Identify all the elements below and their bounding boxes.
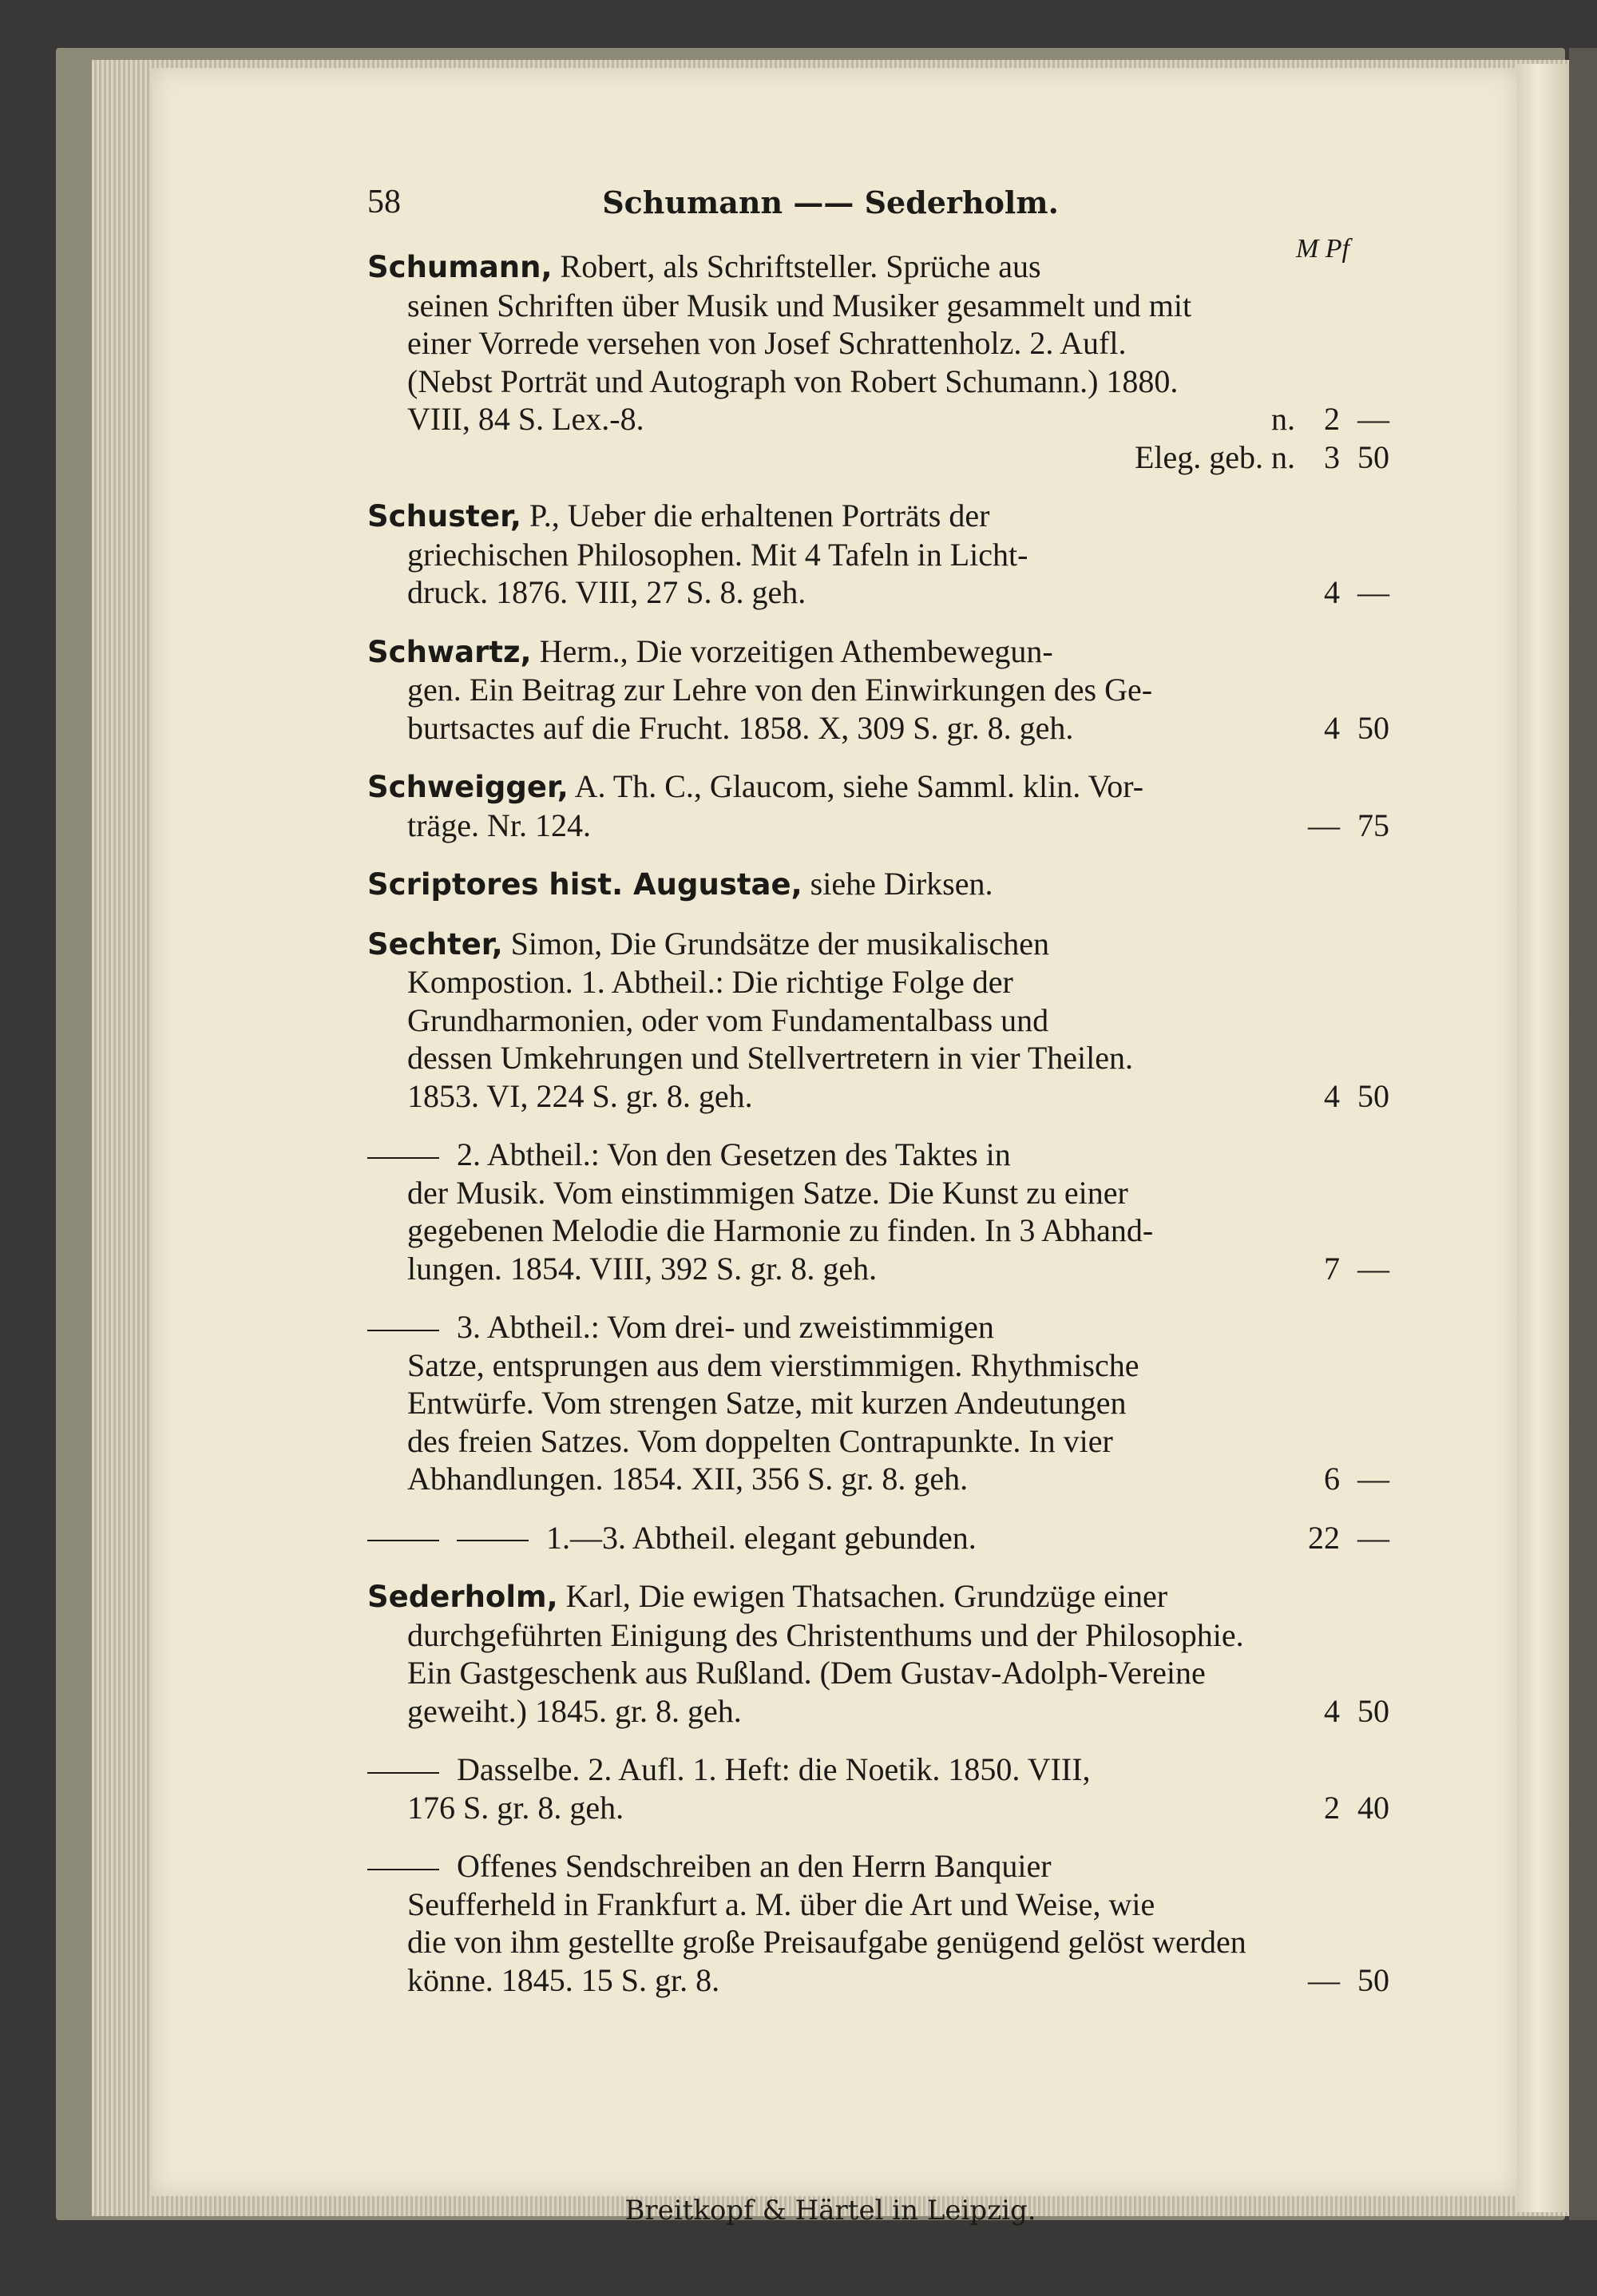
entry-line xyxy=(367,1886,1294,1924)
price-mark: 3 xyxy=(1324,438,1340,475)
price-pfennig: — xyxy=(1357,1461,1389,1497)
price xyxy=(1302,573,1397,612)
entry-line xyxy=(367,1847,1294,1886)
price xyxy=(1302,438,1397,477)
entry-line xyxy=(367,400,1389,438)
price-pfennig: 50 xyxy=(1357,1077,1389,1114)
entry-text-segment: Seufferheld in Frankfurt a. M. über die Art und Weise, wie xyxy=(407,1886,1155,1922)
price-pfennig: — xyxy=(1357,1519,1389,1556)
entry-title: Karl, Die ewigen Thatsachen. Grundzüge einer xyxy=(557,1578,1168,1614)
entry-text-segment: könne. 1845. 15 S. gr. 8. xyxy=(407,1961,720,1998)
entry-text-segment: Ein Gastgeschenk aus Rußland. (Dem Gustav-Adolph-Vereine xyxy=(407,1655,1206,1691)
catalog-entry xyxy=(367,1751,1389,1826)
price xyxy=(1302,1692,1397,1731)
entry-text-segment: Satze, entsprungen aus dem vierstimmigen. Rhythmische xyxy=(407,1346,1139,1383)
entry-text xyxy=(367,632,1053,672)
entry-text-segment: des freien Satzes. Vom doppelten Contrapunkte. In vier xyxy=(407,1422,1113,1459)
catalog-entry xyxy=(367,1519,1389,1557)
entry-text-segment: Eleg. geb. n. xyxy=(1134,438,1295,475)
entry-text-segment: 1.—3. Abtheil. elegant gebunden. xyxy=(546,1519,977,1556)
entry-line xyxy=(367,1961,1389,2000)
entry-text xyxy=(407,287,1191,325)
entry-line xyxy=(367,1692,1389,1731)
entry-text-segment: 176 S. gr. 8. geh. xyxy=(407,1789,624,1826)
entry-text-segment: lungen. 1854. VIII, 392 S. gr. 8. geh. xyxy=(407,1250,878,1287)
entry-line xyxy=(367,1616,1294,1655)
price xyxy=(1302,1077,1397,1116)
catalog-entry xyxy=(367,865,1294,904)
ditto-dash xyxy=(367,1330,439,1331)
entry-text xyxy=(407,1346,1139,1385)
entry-text xyxy=(407,1039,1133,1077)
catalog-entry xyxy=(367,632,1389,747)
entry-text xyxy=(367,865,993,904)
entry-line xyxy=(367,709,1389,747)
entry-line xyxy=(367,1789,1389,1827)
entry-text xyxy=(407,1001,1048,1040)
price-mark: — xyxy=(1308,807,1340,843)
entry-line xyxy=(367,287,1294,325)
entry-text xyxy=(367,767,1143,807)
entry-text-segment: VIII, 84 S. Lex.-8. xyxy=(407,401,644,437)
entry-line xyxy=(367,1308,1294,1346)
entry-text-segment: Dasselbe. 2. Aufl. 1. Heft: die Noetik. 1850. VIII, xyxy=(457,1751,1091,1787)
entry-line xyxy=(367,963,1294,1001)
price-pfennig: 50 xyxy=(1357,709,1389,746)
entry-text xyxy=(407,1422,1113,1461)
entry-text-segment: träge. Nr. 124. xyxy=(407,807,591,843)
entry-line xyxy=(367,807,1389,845)
entry-text-segment: einer Vorrede versehen von Josef Schrattenholz. 2. Aufl. xyxy=(407,325,1127,361)
catalog-entry xyxy=(367,1308,1389,1498)
entry-line xyxy=(367,767,1294,807)
entry-text xyxy=(407,1077,753,1116)
author-name: Schuster, xyxy=(367,499,521,533)
net-price-marker: n. xyxy=(1271,401,1295,437)
entry-text-segment: Abhandlungen. 1854. XII, 356 S. gr. 8. geh. xyxy=(407,1461,969,1497)
author-name: Scriptores hist. Augustae, xyxy=(367,867,802,902)
price-pfennig: 75 xyxy=(1357,807,1389,843)
entry-text xyxy=(407,324,1127,363)
entry-line xyxy=(367,1654,1294,1692)
entry-text xyxy=(1135,438,1295,477)
entry-title: P., Ueber die erhaltenen Porträts der xyxy=(521,498,990,533)
entry-text-segment: Grundharmonien, oder vom Fundamentalbass und xyxy=(407,1001,1049,1038)
entry-title: Herm., Die vorzeitigen Athembewegun- xyxy=(531,632,1053,669)
entry-line xyxy=(367,536,1294,574)
catalog-entry xyxy=(367,1847,1389,1999)
entry-text xyxy=(407,1174,1128,1212)
entry-text-segment: Kompostion. 1. Abtheil.: Die richtige Folge der xyxy=(407,964,1013,1000)
entry-text xyxy=(407,1961,719,2000)
catalog-entry xyxy=(367,1577,1389,1730)
entry-title: A. Th. C., Glaucom, siehe Samml. klin. Vor- xyxy=(568,768,1144,804)
entry-line xyxy=(367,1211,1294,1250)
price-pfennig: 50 xyxy=(1357,1692,1389,1729)
page-title: Schumann —— Sederholm. xyxy=(602,184,1059,220)
price-pfennig: 50 xyxy=(1357,1961,1389,1998)
price-pfennig: — xyxy=(1357,574,1389,610)
price-pfennig: — xyxy=(1357,1250,1389,1287)
entry-text xyxy=(407,963,1013,1001)
entry-text-segment: dessen Umkehrungen und Stellvertretern in vier Theilen. xyxy=(407,1040,1134,1076)
price-mark: 4 xyxy=(1324,1077,1340,1114)
entry-text-segment: die von ihm gestellte große Preisaufgabe genügend gelöst werden xyxy=(407,1924,1246,1960)
entry-text xyxy=(367,497,989,536)
entry-text xyxy=(407,1384,1127,1422)
entry-text xyxy=(407,1692,742,1731)
entry-line xyxy=(367,671,1294,709)
page-number: 58 xyxy=(367,184,401,220)
entry-line xyxy=(367,497,1294,536)
entry-text-segment: (Nebst Porträt und Autograph von Robert Schumann.) 1880. xyxy=(407,363,1179,399)
ditto-dash xyxy=(457,1540,529,1541)
entry-text-segment: 3. Abtheil.: Vom drei- und zweistimmigen xyxy=(457,1309,994,1345)
entry-text-segment: druck. 1876. VIII, 27 S. 8. geh. xyxy=(407,574,806,610)
entry-line xyxy=(367,1460,1389,1498)
entry-text xyxy=(367,1519,977,1557)
entry-text xyxy=(367,1847,1052,1886)
entry-text xyxy=(407,1654,1206,1692)
entry-text xyxy=(407,671,1152,709)
entry-text xyxy=(367,1136,1011,1174)
entry-text-segment: 1853. VI, 224 S. gr. 8. geh. xyxy=(407,1077,753,1114)
entry-line xyxy=(367,1001,1294,1040)
entry-text xyxy=(407,1250,877,1288)
entry-text xyxy=(367,1577,1167,1616)
entry-line xyxy=(367,925,1294,964)
entry-text-segment: gegebenen Melodie die Harmonie zu finden. In 3 Abhand- xyxy=(407,1212,1154,1248)
author-name: Sederholm, xyxy=(367,1580,558,1614)
price-mark: 4 xyxy=(1324,709,1340,746)
entry-line xyxy=(367,632,1294,672)
price-pfennig: 50 xyxy=(1357,438,1389,475)
price-mark: 2 xyxy=(1324,1789,1340,1826)
page-content xyxy=(367,184,1389,2227)
price-mark: 7 xyxy=(1324,1250,1340,1287)
entry-line xyxy=(367,1174,1294,1212)
price-mark: 4 xyxy=(1324,1692,1340,1729)
price-mark: 2 xyxy=(1324,401,1340,437)
price xyxy=(1302,1789,1397,1827)
entry-text-segment: burtsactes auf die Frucht. 1858. X, 309 S. gr. 8. geh. xyxy=(407,709,1074,746)
entry-text xyxy=(367,248,1041,287)
entry-text xyxy=(407,1211,1153,1250)
running-header xyxy=(367,184,1294,232)
entry-text-segment: Entwürfe. Vom strengen Satze, mit kurzen Andeutungen xyxy=(407,1385,1127,1421)
ditto-dash xyxy=(367,1540,439,1541)
price-mark: 6 xyxy=(1324,1461,1340,1497)
right-book-cover xyxy=(1569,48,1597,2220)
entry-text-segment: Offenes Sendschreiben an den Herrn Banquier xyxy=(457,1848,1052,1884)
price-pfennig: — xyxy=(1357,401,1389,437)
entry-line xyxy=(367,573,1389,612)
catalog-entry xyxy=(367,1136,1389,1287)
entry-line xyxy=(367,1751,1294,1789)
entry-text xyxy=(407,1886,1155,1924)
entry-text-segment: durchgeführten Einigung des Christenthums und der Philosophie. xyxy=(407,1616,1244,1653)
entry-line xyxy=(367,1039,1294,1077)
entry-line xyxy=(367,1923,1294,1961)
entry-text xyxy=(407,1460,968,1498)
price xyxy=(1302,400,1397,438)
entry-line xyxy=(367,1077,1389,1116)
ditto-dash xyxy=(367,1772,439,1774)
entry-line xyxy=(367,438,1389,477)
entry-text xyxy=(407,807,591,845)
price-mark: — xyxy=(1308,1961,1340,1998)
entry-line xyxy=(367,363,1294,401)
entry-text xyxy=(407,1923,1246,1961)
entry-text xyxy=(407,1616,1244,1655)
ditto-dash xyxy=(367,1869,439,1870)
currency-header: M Pf xyxy=(1295,234,1349,264)
entry-line xyxy=(367,1384,1294,1422)
author-name: Schumann, xyxy=(367,250,553,284)
catalog-entry xyxy=(367,767,1389,844)
entry-line xyxy=(367,1519,1389,1557)
entry-line xyxy=(367,1250,1389,1288)
author-name: Schwartz, xyxy=(367,634,532,669)
entry-text xyxy=(407,400,644,438)
entry-text-segment: geweiht.) 1845. gr. 8. geh. xyxy=(407,1692,742,1729)
price xyxy=(1302,1519,1397,1557)
entry-line xyxy=(367,1422,1294,1461)
entry-text xyxy=(407,536,1028,574)
entry-title: siehe Dirksen. xyxy=(802,866,993,902)
entry-line xyxy=(367,1346,1294,1385)
entry-title: Simon, Die Grundsätze der musikalischen xyxy=(502,925,1049,962)
entry-text xyxy=(407,573,806,612)
entry-line xyxy=(367,865,1294,904)
entry-text xyxy=(407,1789,624,1827)
price-mark: 4 xyxy=(1324,574,1340,610)
catalog-entry xyxy=(367,497,1389,612)
entry-text xyxy=(367,925,1049,964)
entry-line xyxy=(367,248,1294,287)
entry-line xyxy=(367,1136,1294,1174)
entry-text xyxy=(407,709,1073,747)
right-page-edge xyxy=(1517,64,1569,2212)
entry-line xyxy=(367,324,1294,363)
entry-line xyxy=(367,1577,1294,1616)
price xyxy=(1302,1250,1397,1288)
entry-text xyxy=(367,1308,994,1346)
price xyxy=(1302,709,1397,747)
entry-text xyxy=(367,1751,1091,1789)
entry-text-segment: der Musik. Vom einstimmigen Satze. Die Kunst zu einer xyxy=(407,1174,1128,1211)
price xyxy=(1302,807,1397,845)
entry-text-segment: griechischen Philosophen. Mit 4 Tafeln in Licht- xyxy=(407,536,1028,573)
author-name: Sechter, xyxy=(367,926,503,962)
price xyxy=(1302,1460,1397,1498)
ditto-dash xyxy=(367,1157,439,1159)
catalog-entry xyxy=(367,925,1389,1116)
entry-text-segment: 2. Abtheil.: Von den Gesetzen des Taktes in xyxy=(457,1136,1011,1172)
entry-title: Robert, als Schriftsteller. Sprüche aus xyxy=(552,248,1041,284)
author-name: Schweigger, xyxy=(367,770,569,804)
price-mark: 22 xyxy=(1308,1519,1340,1556)
entry-text-segment: seinen Schriften über Musik und Musiker gesammelt und mit xyxy=(407,287,1192,323)
publisher-footer: Breitkopf & Härtel in Leipzig. xyxy=(624,2195,1036,2227)
entry-text-segment: gen. Ein Beitrag zur Lehre von den Einwirkungen des Ge- xyxy=(407,672,1153,708)
price-pfennig: 40 xyxy=(1357,1789,1389,1826)
price xyxy=(1302,1961,1397,2000)
entry-text xyxy=(407,363,1178,401)
